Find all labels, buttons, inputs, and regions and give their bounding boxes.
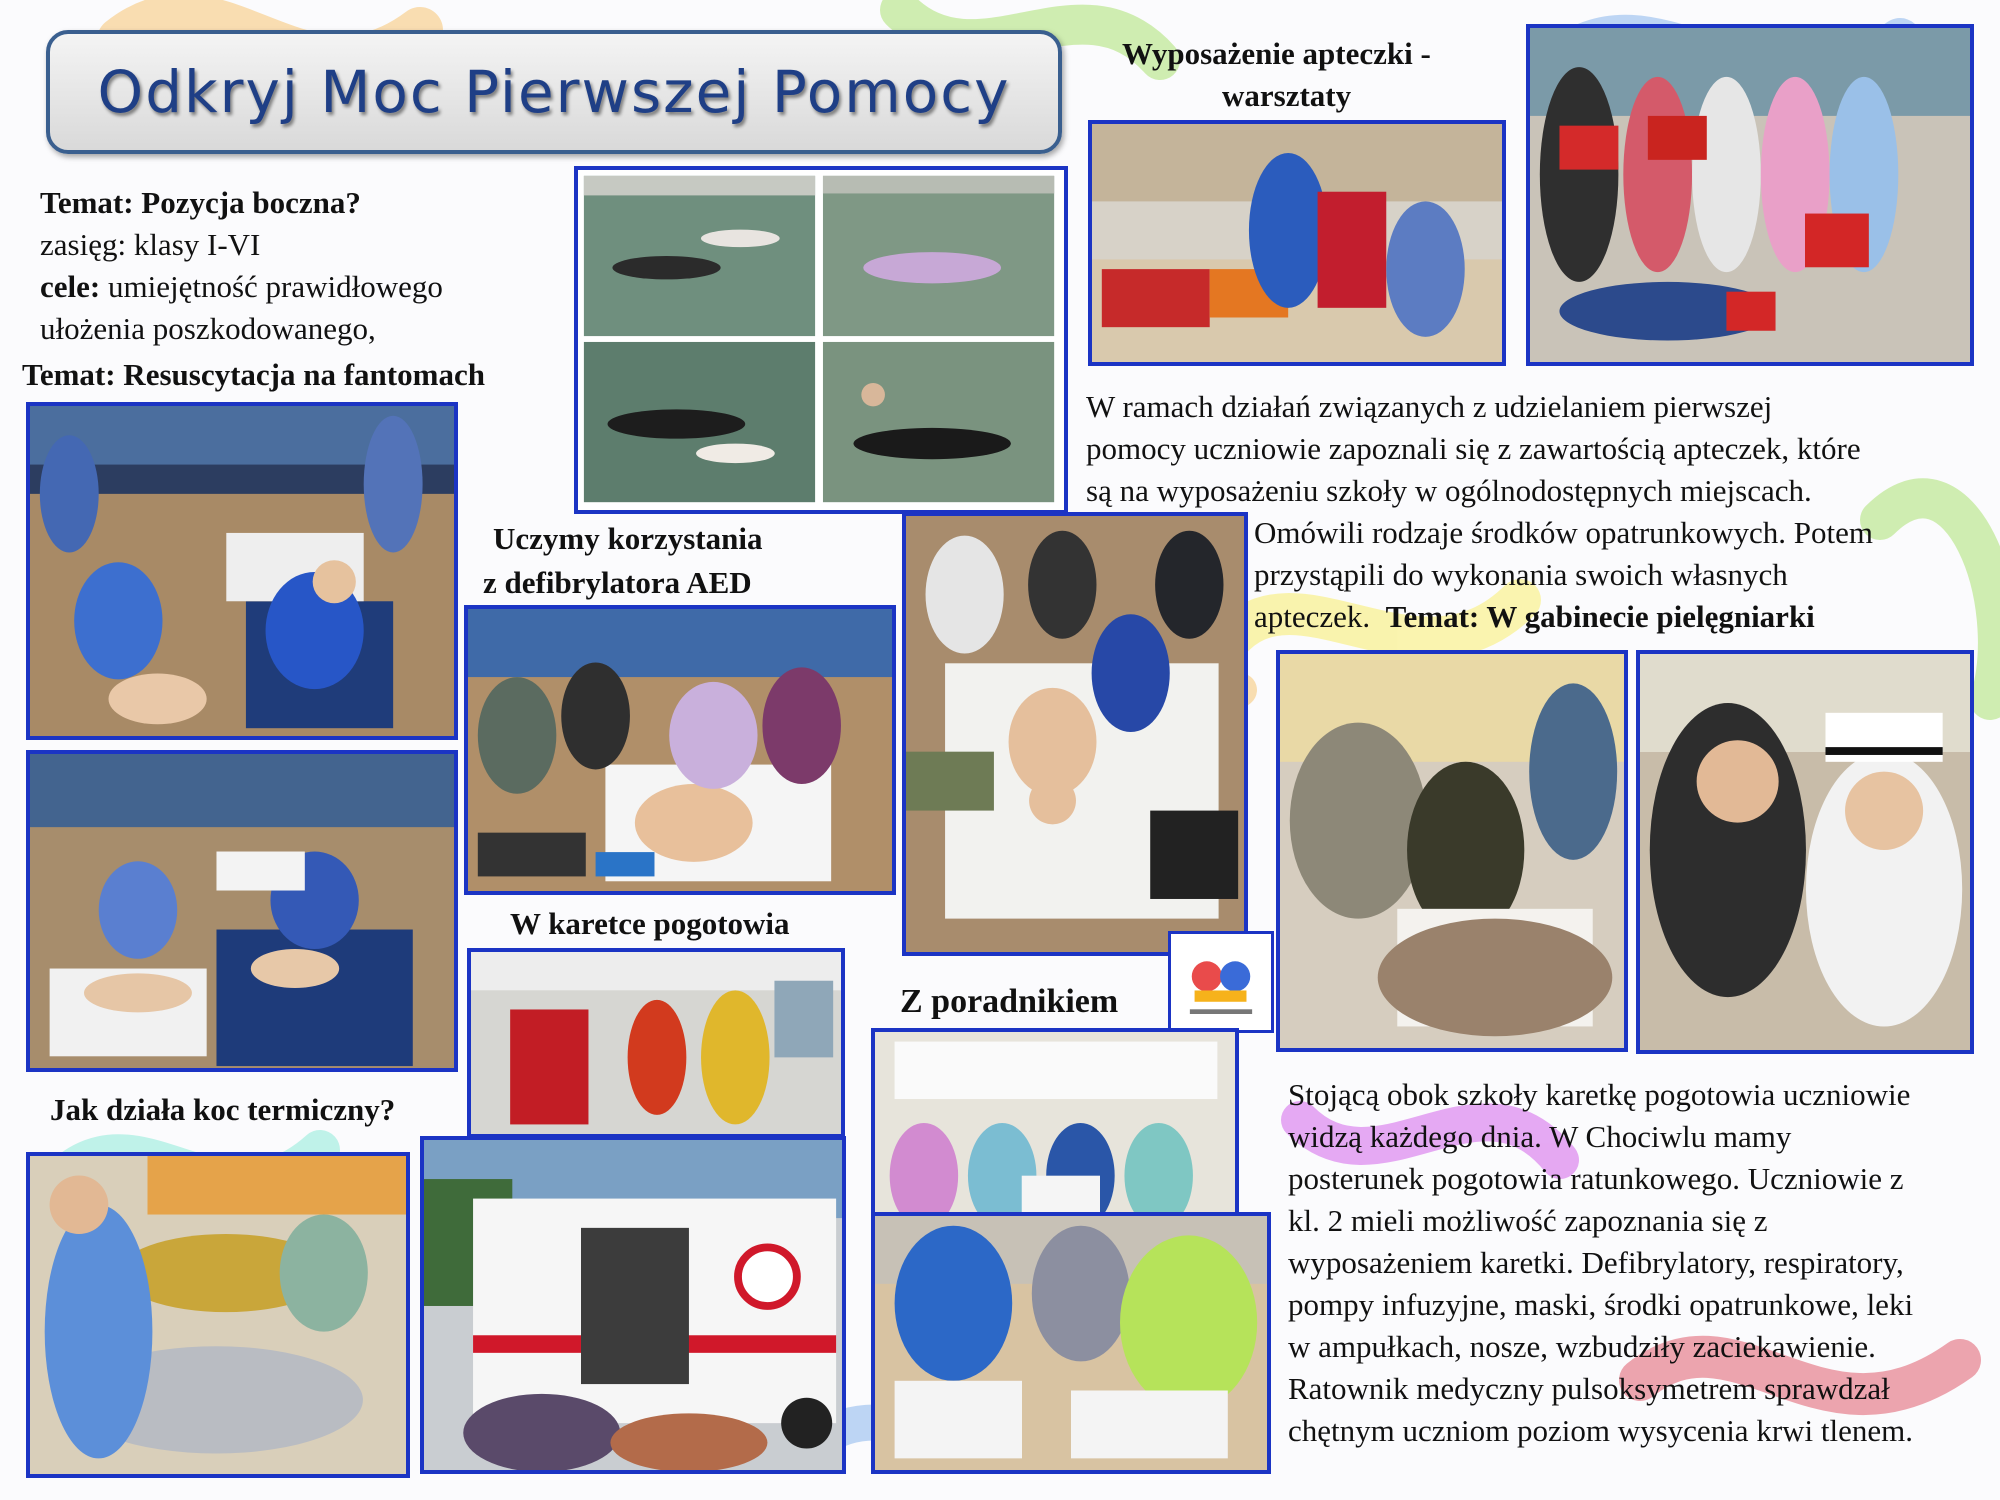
photo-thermal-blanket bbox=[26, 1152, 410, 1478]
amb-text-9: chętnym uczniom poziom wysycenia krwi tlenem. bbox=[1288, 1413, 1913, 1448]
amb-text-3: posterunek pogotowia ratunkowego. Uczniowie z bbox=[1288, 1161, 1904, 1196]
amb-text-8: Ratownik medyczny pulsoksymetrem sprawdzał bbox=[1288, 1371, 1890, 1406]
photo-ambulance-outside bbox=[420, 1136, 846, 1474]
heading-guide: Z poradnikiem bbox=[900, 983, 1119, 1020]
photo-resuscitation-1 bbox=[26, 402, 458, 740]
heading-aed-1: Uczymy korzystania bbox=[493, 521, 763, 556]
kit-paragraph bbox=[1086, 386, 1998, 512]
kit-text-4: Omówili rodzaje środków opatrunkowych. Potem bbox=[1254, 515, 1874, 550]
photo-guide-2 bbox=[871, 1212, 1271, 1474]
amb-text-1: Stojącą obok szkoły karetkę pogotowia uczniowie bbox=[1288, 1077, 1911, 1112]
kit-text-5: przystąpili do wykonania swoich własnych bbox=[1254, 557, 1788, 592]
amb-text-2: widzą każdego dnia. W Chociwlu mamy bbox=[1288, 1119, 1792, 1154]
heading-resuscitation: Temat: Resuscytacja na fantomach bbox=[22, 357, 485, 392]
poster-logo bbox=[1168, 931, 1274, 1033]
heading-kit-1: Wyposażenie apteczki - bbox=[1122, 36, 1431, 71]
photo-recovery-position-collage bbox=[574, 166, 1068, 514]
heading-kit-2: warsztaty bbox=[1222, 78, 1352, 113]
photo-nurse-office-1 bbox=[1276, 650, 1628, 1052]
amb-text-6: pompy infuzyjne, maski, środki opatrunkowe, leki bbox=[1288, 1287, 1914, 1322]
kit-text-2: pomocy uczniowie zapoznali się z zawartością apteczek, które bbox=[1086, 431, 1861, 466]
kit-text-6: apteczek. bbox=[1254, 599, 1371, 634]
heading-nurse: Temat: W gabinecie pielęgniarki bbox=[1385, 599, 1815, 634]
amb-text-4: kl. 2 mieli możliwość zapoznania się z bbox=[1288, 1203, 1768, 1238]
kit-paragraph-cont bbox=[1254, 512, 1994, 638]
goals-label: cele: bbox=[40, 269, 101, 304]
photo-resuscitation-2 bbox=[26, 750, 458, 1072]
kit-text-1: W ramach działań związanych z udzielaniem pierwszej bbox=[1086, 389, 1773, 424]
heading-thermal: Jak działa koc termiczny? bbox=[50, 1092, 396, 1127]
title-banner bbox=[46, 30, 1062, 154]
topic-label: Temat: Pozycja boczna? bbox=[40, 185, 361, 220]
kit-text-3: są na wyposażeniu szkoły w ogólnodostępnych miejscach. bbox=[1086, 473, 1812, 508]
photo-nurse-office-2 bbox=[1636, 650, 1974, 1054]
photo-kit-workshop bbox=[1088, 120, 1506, 366]
photo-cpr-center bbox=[902, 512, 1248, 956]
heading-ambulance: W karetce pogotowia bbox=[510, 906, 790, 941]
photo-kit-group bbox=[1526, 24, 1974, 366]
heading-aed-2: z defibrylatora AED bbox=[483, 565, 752, 600]
photo-ambulance-interior bbox=[467, 948, 845, 1138]
ambulance-paragraph bbox=[1288, 1074, 1996, 1452]
goals-text: umiejętność prawidłowego bbox=[100, 269, 443, 304]
page-title: Odkryj Moc Pierwszej Pomocy bbox=[97, 58, 1011, 126]
amb-text-5: wyposażeniem karetki. Defibrylatory, respiratory, bbox=[1288, 1245, 1904, 1280]
photo-guide-1 bbox=[871, 1028, 1239, 1218]
amb-text-7: w ampułkach, nosze, wzbudziły zaciekawienie. bbox=[1288, 1329, 1876, 1364]
range-text: zasięg: klasy I-VI bbox=[40, 227, 261, 262]
intro-block bbox=[40, 182, 580, 350]
goals-text-2: ułożenia poszkodowanego, bbox=[40, 311, 376, 346]
photo-aed-training bbox=[464, 605, 896, 895]
